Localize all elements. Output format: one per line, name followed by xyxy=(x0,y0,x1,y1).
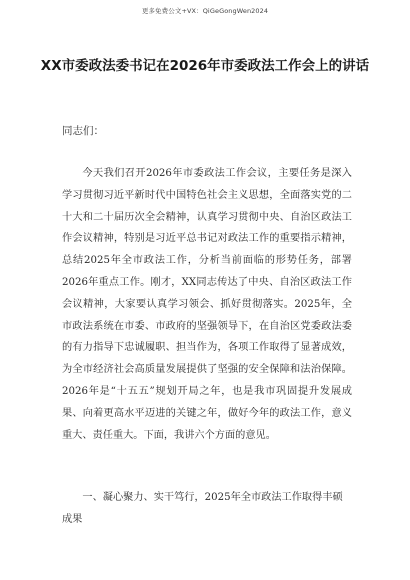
header-note: 更多免费公文+VX：QiGeGongWen2024 xyxy=(141,7,269,15)
body-paragraph: 今天我们召开2026年市委政法工作会议，主要任务是深入学习贯彻习近平新时代中国特色社会主义思想，全面落实党的二十大和二十届历次全会精神，认真学习贯彻中央、自治区政法工作会议精神，特别是习近平总书记对政法工作的重要指示精神，总结2025年全市政法工作，分析当前面临的形势任务，部署2026年重点工作。刚才，XX同志传达了中央、自治区政法工作会议精神，大家要认真学习领会、抓好贯彻落实。2025年，全市政法系统在市委、市政府的坚强领导下，在自治区党委政法委的有力指导下忠诚履职、担当作为，各项工作取得了显著成效，为全市经济社会高质量发展提供了坚强的安全保障和法治保障。2026年是“十五五”规划开局之年，也是我市巩固提升发展成果、向着更高水平迈进的关键之年，做好今年的政法工作，意义重大、责任重大。下面，我讲六个方面的意见。 xyxy=(62,168,352,441)
document-title: XX市委政法委书记在2026年市委政法工作会上的讲话 xyxy=(40,58,370,74)
section-heading: 一、凝心聚力、实干笃行，2025年全市政法工作取得丰硕成果 xyxy=(62,492,343,525)
salutation: 同志们： xyxy=(62,125,104,137)
